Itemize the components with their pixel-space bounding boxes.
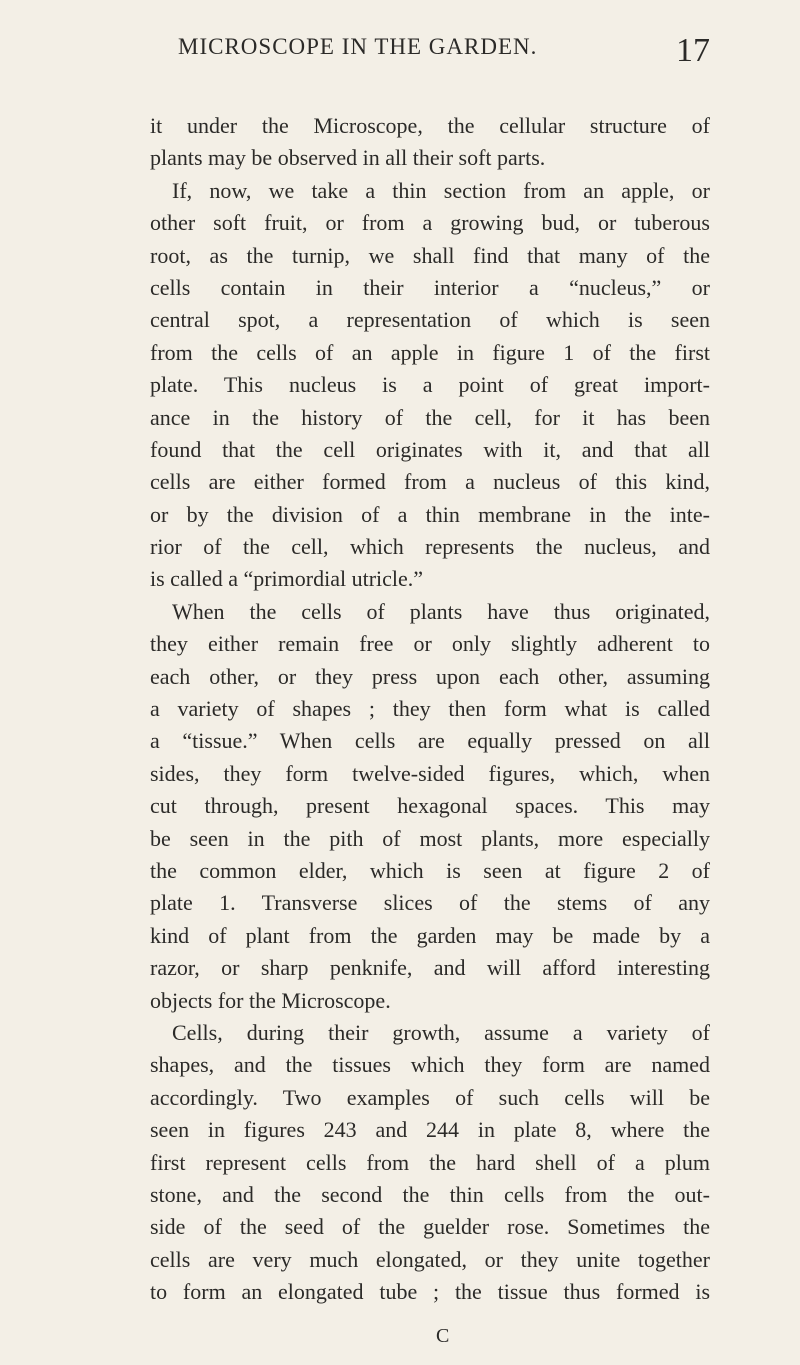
text-line: root, as the turnip, we shall find that many of the bbox=[150, 242, 710, 268]
text-line: a “tissue.” When cells are equally pressed on all bbox=[150, 728, 710, 754]
text-line: side of the seed of the guelder rose. Sometimes the bbox=[150, 1214, 710, 1240]
text-line: stone, and the second the thin cells from the out- bbox=[150, 1181, 710, 1207]
text-line: from the cells of an apple in figure 1 of the first bbox=[150, 339, 710, 365]
text-line: be seen in the pith of most plants, more especially bbox=[150, 825, 710, 851]
text-line: kind of plant from the garden may be made by a bbox=[150, 922, 710, 948]
text-line: sides, they form twelve-sided figures, which, when bbox=[150, 760, 710, 786]
text-line: seen in figures 243 and 244 in plate 8, where the bbox=[150, 1117, 710, 1143]
text-line: ance in the history of the cell, for it has been bbox=[150, 404, 710, 430]
text-line: to form an elongated tube ; the tissue thus formed is bbox=[150, 1279, 710, 1305]
text-line: plants may be observed in all their soft parts. bbox=[150, 145, 546, 171]
text-line: plate 1. Transverse slices of the stems of any bbox=[150, 890, 710, 916]
text-line: objects for the Microscope. bbox=[150, 987, 391, 1013]
text-line: they either remain free or only slightly adherent to bbox=[150, 631, 710, 657]
text-line: razor, or sharp penknife, and will afford interesting bbox=[150, 955, 710, 981]
text-line: plate. This nucleus is a point of great import- bbox=[150, 372, 710, 398]
text-line: Cells, during their growth, assume a variety of bbox=[172, 1019, 710, 1045]
text-line: found that the cell originates with it, and that all bbox=[150, 436, 710, 462]
text-line: it under the Microscope, the cellular structure of bbox=[150, 113, 710, 138]
text-line: the common elder, which is seen at figure 2 of bbox=[150, 857, 710, 883]
text-line: or by the division of a thin membrane in the inte- bbox=[150, 501, 710, 527]
text-line: first represent cells from the hard shell of a plum bbox=[150, 1149, 710, 1175]
text-line: cells contain in their interior a “nucleus,” or bbox=[150, 274, 710, 300]
text-line: rior of the cell, which represents the nucleus, and bbox=[150, 534, 710, 560]
text-line: cells are very much elongated, or they unite together bbox=[150, 1246, 710, 1272]
text-line: cells are either formed from a nucleus of this kind, bbox=[150, 469, 710, 495]
running-head bbox=[150, 34, 710, 74]
text-line: is called a “primordial utricle.” bbox=[150, 566, 424, 592]
text-line: a variety of shapes ; they then form what is called bbox=[150, 696, 710, 722]
text-line: When the cells of plants have thus originated, bbox=[172, 598, 710, 624]
running-title: MICROSCOPE IN THE GARDEN. bbox=[178, 34, 538, 59]
text-line: If, now, we take a thin section from an apple, or bbox=[172, 177, 710, 203]
text-line: each other, or they press upon each other, assuming bbox=[150, 663, 710, 689]
text-line: other soft fruit, or from a growing bud, or tuberous bbox=[150, 210, 710, 236]
text-line: cut through, present hexagonal spaces. This may bbox=[150, 793, 710, 819]
page-number: 17 bbox=[676, 32, 710, 69]
text-line: accordingly. Two examples of such cells will be bbox=[150, 1084, 710, 1110]
body-text bbox=[150, 110, 710, 1308]
signature-mark: C bbox=[436, 1325, 450, 1347]
text-line: shapes, and the tissues which they form are named bbox=[150, 1052, 710, 1078]
text-line: central spot, a representation of which is seen bbox=[150, 307, 710, 333]
